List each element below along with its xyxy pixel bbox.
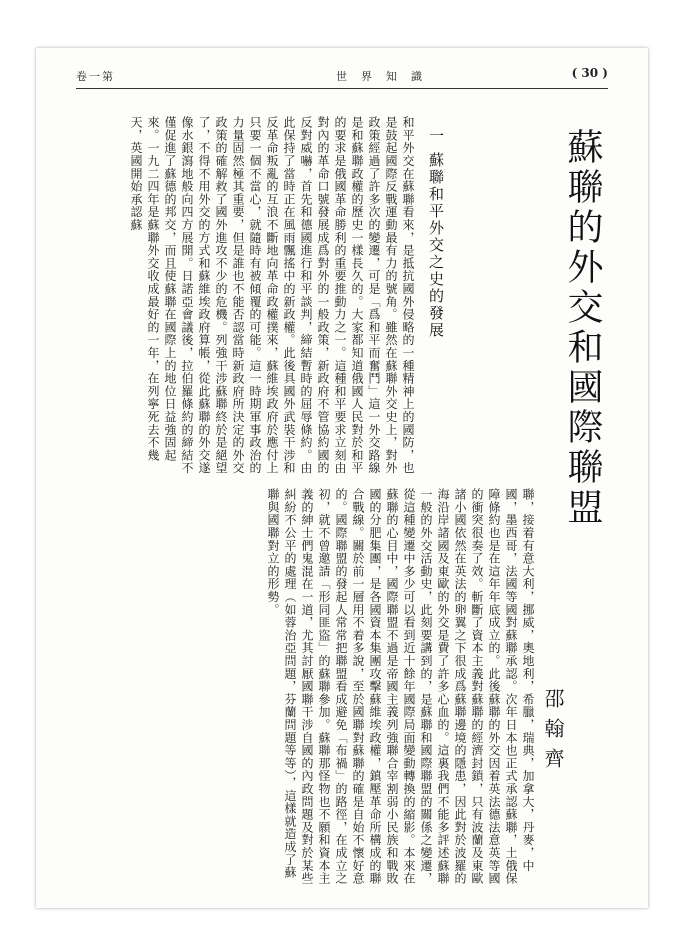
header-volume: 卷一第 — [76, 70, 115, 83]
header-rule — [76, 88, 608, 89]
document-page — [36, 48, 648, 908]
running-header — [76, 66, 608, 86]
author-name: 邵翰齊 — [541, 688, 565, 778]
upper-body-text: 和平外交在蘇聯看來，是抵抗國外侵略的一種精神上的國防，也是鼓起國際反戰運動最有力的號角。雖然在蘇聯外交史上，對外政策經過了許多次的變遷，可是「爲和平而奮鬥」這一外交路線是和蘇聯政權的歷史一樣長久的。大家都知道俄國人民對於和平的要求是俄國革命勝利的重要推動力之一。這種和平要求立刻由對內的革命口號發展成爲對外的一般政策，新政府不管協約國的反對威嚇，首先和德國進行和平談判，締結暫時的屈辱條約。由此保持了當時正在風雨飄搖中的新政權。此後具國外武裝干涉和反革命叛亂的互浪不斷地向革命政權撲來，蘇維埃政府於應付上只要一個不當心，就隨時有被傾覆的可能。這一時期軍事政治的力量固然極其重要，但是誰也不能否認當時新政府所決定的外交政策的確解救了國外進攻不少的危機。列強干涉蘇聯終於是絕望了，不得不用外交的方式和蘇維埃政府算帳，從此蘇聯的外交遂像水銀瀉地般向四方展開。日諾亞會議後，拉伯羅條約的締結不僅促進了蘇德的邦交，而且使蘇聯在國際上的地位日益強固起來。一九二四年是蘇聯外交收成最好的一年，在列寧死去不幾天，英國開始承認蘇 — [129, 116, 415, 475]
section-heading: 一 蘇聯和平外交之史的發展 — [427, 128, 445, 339]
header-journal-name: 世界知識 — [336, 70, 436, 83]
lower-body-text: 聯，接着有意大利，挪威，奧地利，希臘，瑞典，加拿大，丹麥，中國，墨西哥，法國等國對蘇聯承認。次年日本也正式承認蘇聯，土俄保障條約也是在這年年底成立的。此後蘇聯的外交因着英法德法意英等國的衝突很奏了效。斬斷了資本主義對蘇聯的經濟封鎖，只有波蘭及東歐諸小國依然在英法的卵翼之下很成爲蘇聯邊境的隱患，因此對於波羅的海沿岸諸國及東歐的外交是費了許多心血的。這裏我們不能多評述蘇聯一般的外交活動史，此刻要講到的，是蘇聯和國際聯盟的關係之變遷，從這種變遷中多少可以看到近十餘年國際局面變動轉換的縮影。本來在蘇聯的心目中，國際聯盟不過是帝國主義列強聯合宰割弱小民族和戰敗國的分肥集團，是各國資本集團攻擊蘇維埃政權，鎮壓革命所構成的聯合戰線。關於前一層用不着多說，至於國聯對蘇聯的確是自始不懷好意的。國際聯盟的發起人常常把聯盟看成避免「布禍」的路徑，在成立之初，就不曾邀請「形同匪盜」的蘇聯參加。蘇聯那怪物也不願和資本主義的紳士們鬼混在一道，尤其討厭國聯干涉自國的內政問題及對於某些糾紛不公平的處理（如蓉治亞問題，芬蘭問題等等），這樣就造成了蘇聯與國聯對立的形勢。 — [266, 488, 535, 885]
article-title: 蘇聯的外交和國際聯盟 — [562, 128, 603, 528]
header-page-number: ( 30 ) — [571, 66, 608, 80]
